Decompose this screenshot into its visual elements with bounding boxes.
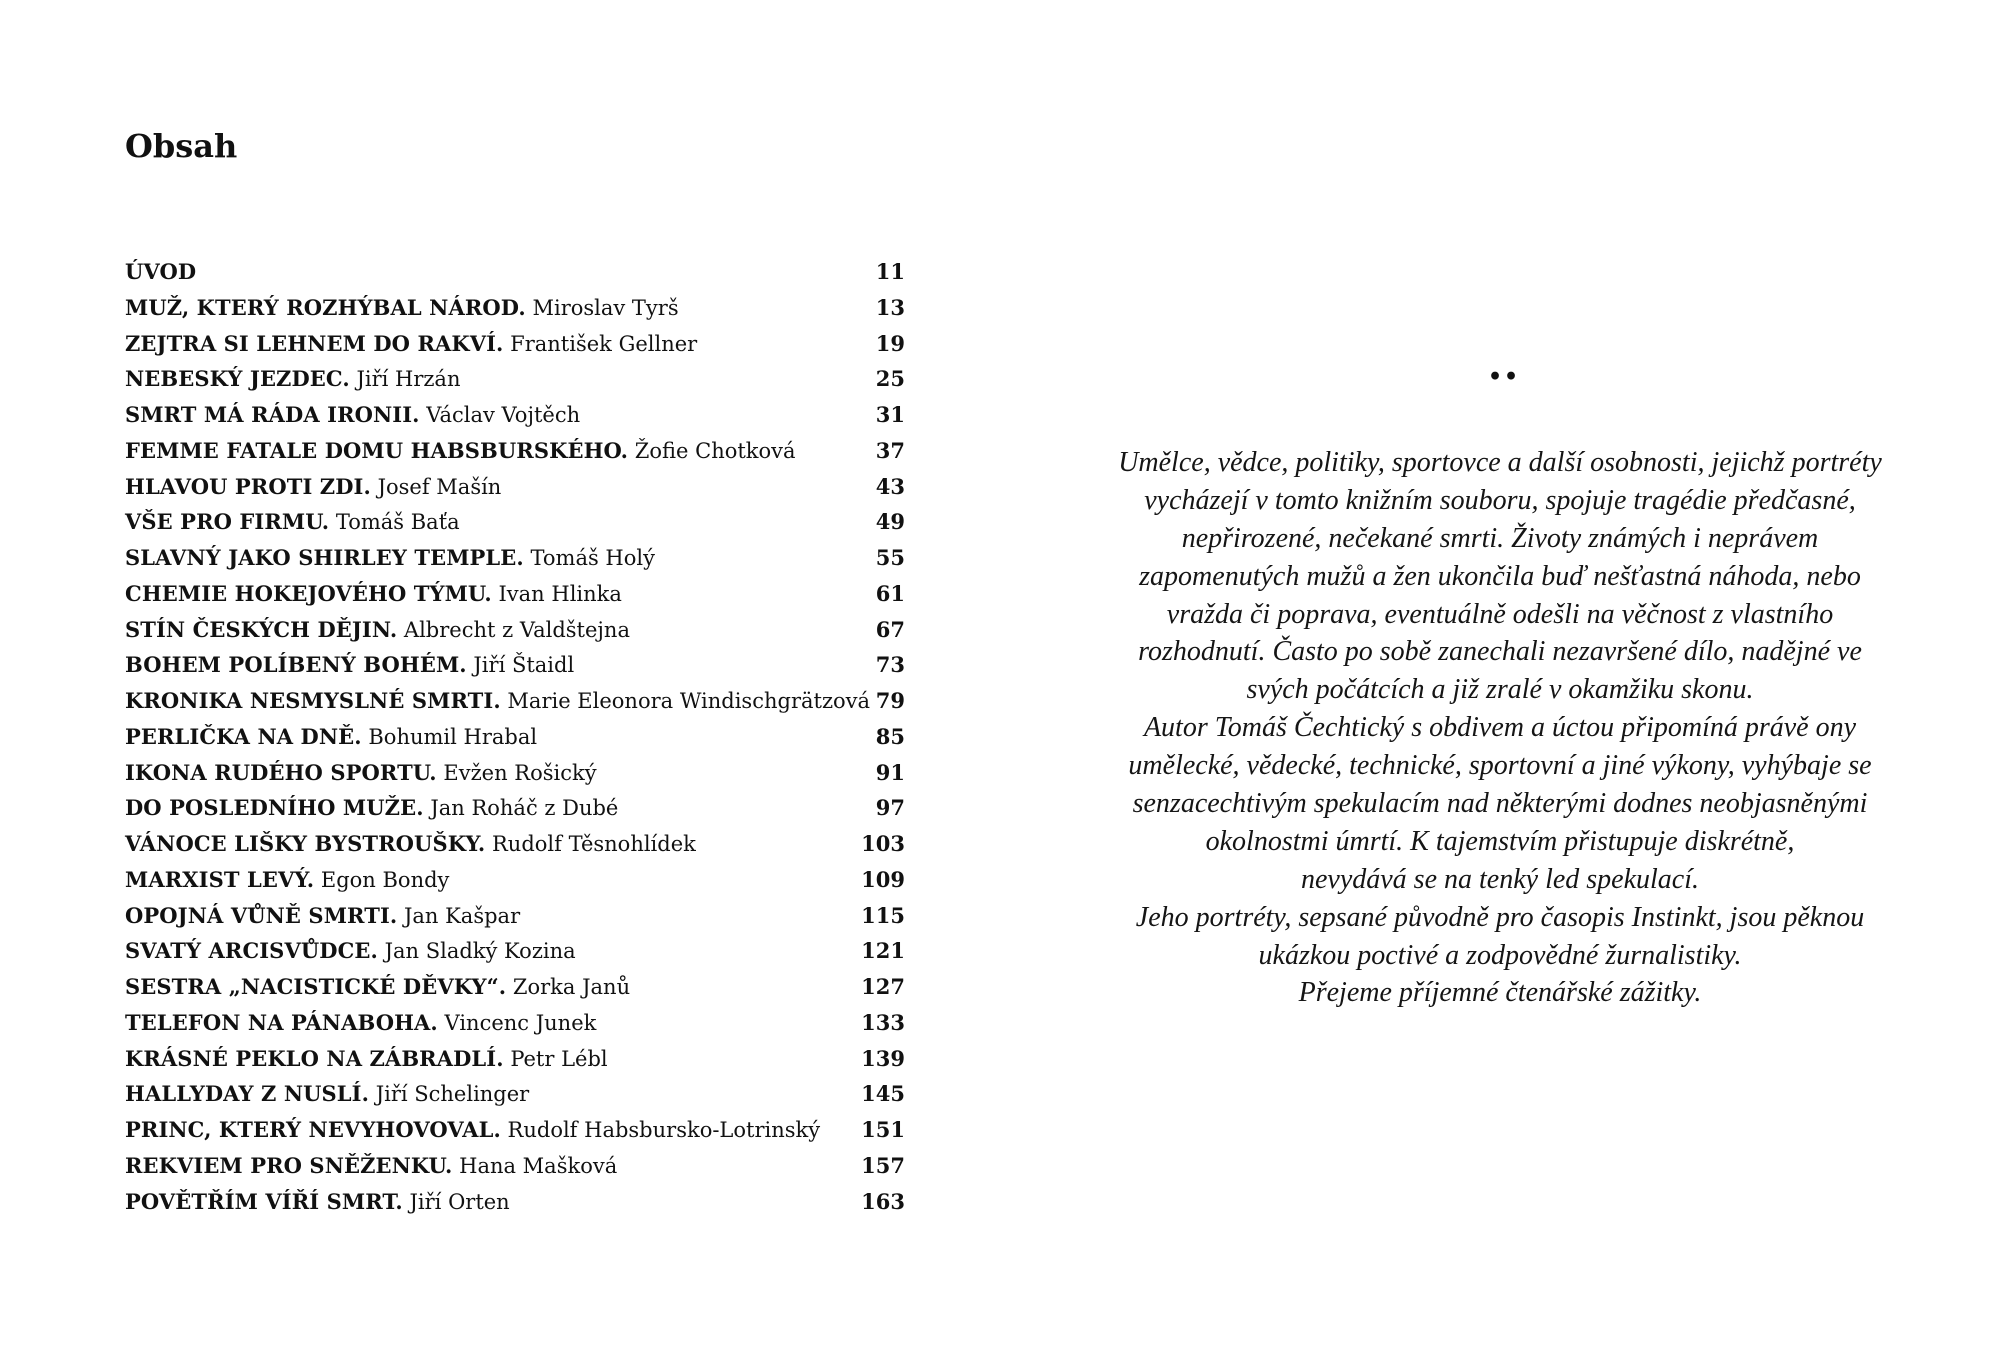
toc-entry-page: 145 [861,1081,905,1107]
toc-entry-page: 151 [861,1117,905,1142]
toc-entry [125,1184,905,1220]
toc-entry-page: 11 [875,259,905,284]
toc-entry-name: Egon Bondy [320,867,450,892]
toc-entry [125,326,905,362]
toc-entry-heading: KRONIKA NESMYSLNÉ SMRTI. [125,688,501,713]
blurb-line: nevydává se na tenký led spekulací. [1300,863,1700,895]
toc-entry [125,612,905,648]
page-title: Obsah [125,127,238,165]
toc-entry-page: 103 [861,831,905,856]
toc-entry-page: 97 [875,795,905,821]
toc-entry-page: 55 [875,545,905,570]
toc-entry-page: 127 [861,974,905,999]
blurb-line: umělecké, vědecké, technické, sportovní a jiné výkony, vyhýbaje se [1128,750,1872,782]
toc-entry [125,898,905,934]
toc-entry-heading: SLAVNÝ JAKO SHIRLEY TEMPLE. [125,545,524,570]
toc-entry [125,683,905,719]
toc-entry-heading: HLAVOU PROTI ZDI. [125,473,371,499]
toc-entry [125,433,905,469]
toc-entry-name: Jiří Štaidl [473,653,575,678]
toc-entry-heading: TELEFON NA PÁNABOHA. [125,1009,438,1035]
toc-entry-name: Zorka Janů [512,975,631,999]
toc-entry [125,969,905,1005]
toc-entry-name: František Gellner [510,331,698,356]
toc-entry-name: Vincenc Junek [444,1010,597,1035]
toc-entry-page: 121 [861,938,905,964]
toc-list [125,254,905,1219]
toc-entry-name: Miroslav Tyrš [532,295,679,320]
blurb-line: nepřirozené, nečekané smrti. Životy známých i neprávem [1181,522,1819,554]
toc-entry-name: Rudolf Těsnohlídek [491,832,696,856]
left-page [125,0,925,1359]
toc-entry-name: Jiří Schelinger [375,1082,530,1107]
blurb-line: okolnostmi úmrtí. K tajemstvím přistupuje diskrétně, [1205,825,1795,857]
toc-entry-heading: ZEJTRA SI LEHNEM DO RAKVÍ. [125,330,504,356]
toc-entry-page: 139 [861,1045,905,1071]
toc-entry-heading: REKVIEM PRO SNĚŽENKU. [125,1152,453,1178]
blurb-line: Umělce, vědce, politiky, sportovce a další osobnosti, jejichž portréty [1118,447,1882,478]
toc-entry-heading: HALLYDAY Z NUSLÍ. [125,1081,369,1107]
toc-entry [125,254,905,290]
toc-entry [125,1076,905,1112]
toc-entry [125,361,905,397]
toc-entry-heading: KRÁSNÉ PEKLO NA ZÁBRADLÍ. [125,1045,504,1071]
toc-entry-heading: NEBESKÝ JEZDEC. [125,366,350,392]
blurb-line: Autor Tomáš Čechtický s obdivem a úctou připomíná právě ony [1143,712,1857,744]
toc-entry-page: 109 [861,866,905,892]
toc-entry-heading: POVĚTŘÍM VÍŘÍ SMRT. [125,1188,403,1214]
toc-entry-page: 115 [861,902,905,928]
ornament-dots: •• [1487,364,1521,390]
toc-entry-page: 25 [875,366,905,392]
toc-entry-name: Rudolf Habsbursko-Lotrinský [507,1118,821,1142]
toc-entry-name: Tomáš Baťa [335,510,460,535]
toc-entry-page: 31 [875,402,905,427]
toc-entry-page: 43 [875,473,905,499]
toc-entry-heading: ÚVOD [125,259,197,284]
toc-entry [125,755,905,791]
toc-entry-heading: FEMME FATALE DOMU HABSBURSKÉHO. [125,437,629,463]
toc-entry-heading: BOHEM POLÍBENÝ BOHÉM. [125,652,467,678]
toc-entry [125,290,905,326]
toc-entry [125,826,905,862]
toc-entry [125,933,905,969]
blurb-line: senzacechtivým spekulacím nad některými dodnes neobjasněnými [1132,788,1868,820]
toc-entry-page: 133 [861,1009,905,1035]
blurb-line: vražda či poprava, eventuálně odešli na věčnost z vlastního [1166,598,1834,630]
toc-entry [125,540,905,576]
toc-entry-page: 67 [875,616,905,642]
toc-entry-name: Jiří Hrzán [356,367,461,392]
toc-entry-name: Jiří Orten [409,1189,510,1214]
toc-entry-heading: CHEMIE HOKEJOVÉHO TÝMU. [125,580,492,606]
toc-entry-page: 49 [875,509,905,535]
toc-entry [125,576,905,612]
toc-entry-page: 73 [875,652,905,678]
toc-entry-heading: VÁNOCE LIŠKY BYSTROUŠKY. [125,831,486,856]
toc-entry [125,647,905,683]
toc-entry-page: 91 [875,759,905,785]
toc-entry-page: 85 [875,723,905,749]
toc-entry-name: Josef Mašín [377,474,502,499]
blurb-line: ukázkou poctivé a zodpovědné žurnalistiky. [1258,939,1742,971]
toc-entry-name: Hana Mašková [459,1153,618,1178]
toc-entry-page: 61 [875,580,905,606]
toc-entry-heading: OPOJNÁ VŮNĚ SMRTI. [125,902,398,928]
toc-entry [125,790,905,826]
toc-entry-name: Tomáš Holý [530,546,655,570]
right-page [1050,0,1950,1359]
toc-entry-heading: VŠE PRO FIRMU. [125,509,330,535]
toc-entry-name: Václav Vojtěch [426,403,581,427]
blurb-line: vycházejí v tomto knižním souboru, spojuje tragédie předčasné, [1144,484,1856,516]
toc-entry [125,1005,905,1041]
toc-entry-page: 19 [875,330,905,356]
blurb-text [1050,444,1950,1012]
blurb-line: svých počátcích a již zralé v okamžiku skonu. [1246,674,1754,706]
blurb-line: Přejeme příjemné čtenářské zážitky. [1298,977,1702,1009]
toc-entry [125,1041,905,1077]
toc-entry-page: 37 [875,437,905,463]
toc-entry [125,719,905,755]
blurb-line: zapomenutých mužů a žen ukončila buď nešťastná náhoda, nebo [1139,560,1861,592]
toc-entry-heading: PRINC, KTERÝ NEVYHOVOVAL. [125,1117,501,1142]
blurb-line: rozhodnutí. Často po sobě zanechali nezavršené dílo, nadějné ve [1138,636,1862,668]
toc-entry-name: Žofie Chotková [634,438,796,463]
toc-entry-heading: SESTRA „NACISTICKÉ DĚVKY“. [125,974,507,999]
toc-entry-name: Evžen Rošický [443,760,597,785]
toc-entry-name: Jan Kašpar [403,903,521,928]
toc-entry-name: Bohumil Hrabal [368,724,538,749]
toc-entry-name: Jan Roháč z Dubé [430,796,619,821]
blurb-line: Jeho portréty, sepsané původně pro časopis Instinkt, jsou pěknou [1135,901,1865,933]
toc-entry-page: 79 [875,688,905,713]
toc-entry-name: Jan Sladký Kozina [384,939,576,964]
toc-entry-page: 13 [875,294,905,320]
toc-entry [125,397,905,433]
toc-entry-heading: PERLIČKA NA DNĚ. [125,723,362,749]
toc-entry [125,504,905,540]
toc-entry-heading: SVATÝ ARCISVŮDCE. [125,938,378,964]
toc-entry-heading: IKONA RUDÉHO SPORTU. [125,759,437,785]
toc-entry-name: Petr Lébl [510,1046,608,1071]
toc-entry-page: 163 [861,1188,905,1214]
toc-entry-heading: DO POSLEDNÍHO MUŽE. [125,795,424,821]
toc-entry [125,1112,905,1148]
toc-entry-heading: STÍN ČESKÝCH DĚJIN. [125,616,398,642]
toc-entry [125,1148,905,1184]
toc-entry-name: Ivan Hlinka [498,581,622,606]
toc-entry-name: Albrecht z Valdštejna [403,617,630,642]
toc-entry-name: Marie Eleonora Windischgrätzová [507,689,871,713]
toc-entry-heading: MUŽ, KTERÝ ROZHÝBAL NÁROD. [125,294,526,320]
toc-entry-heading: MARXIST LEVÝ. [125,866,315,892]
toc-entry [125,469,905,505]
toc-entry-heading: SMRT MÁ RÁDA IRONII. [125,402,420,427]
toc-entry-page: 157 [861,1152,905,1178]
toc-entry [125,862,905,898]
